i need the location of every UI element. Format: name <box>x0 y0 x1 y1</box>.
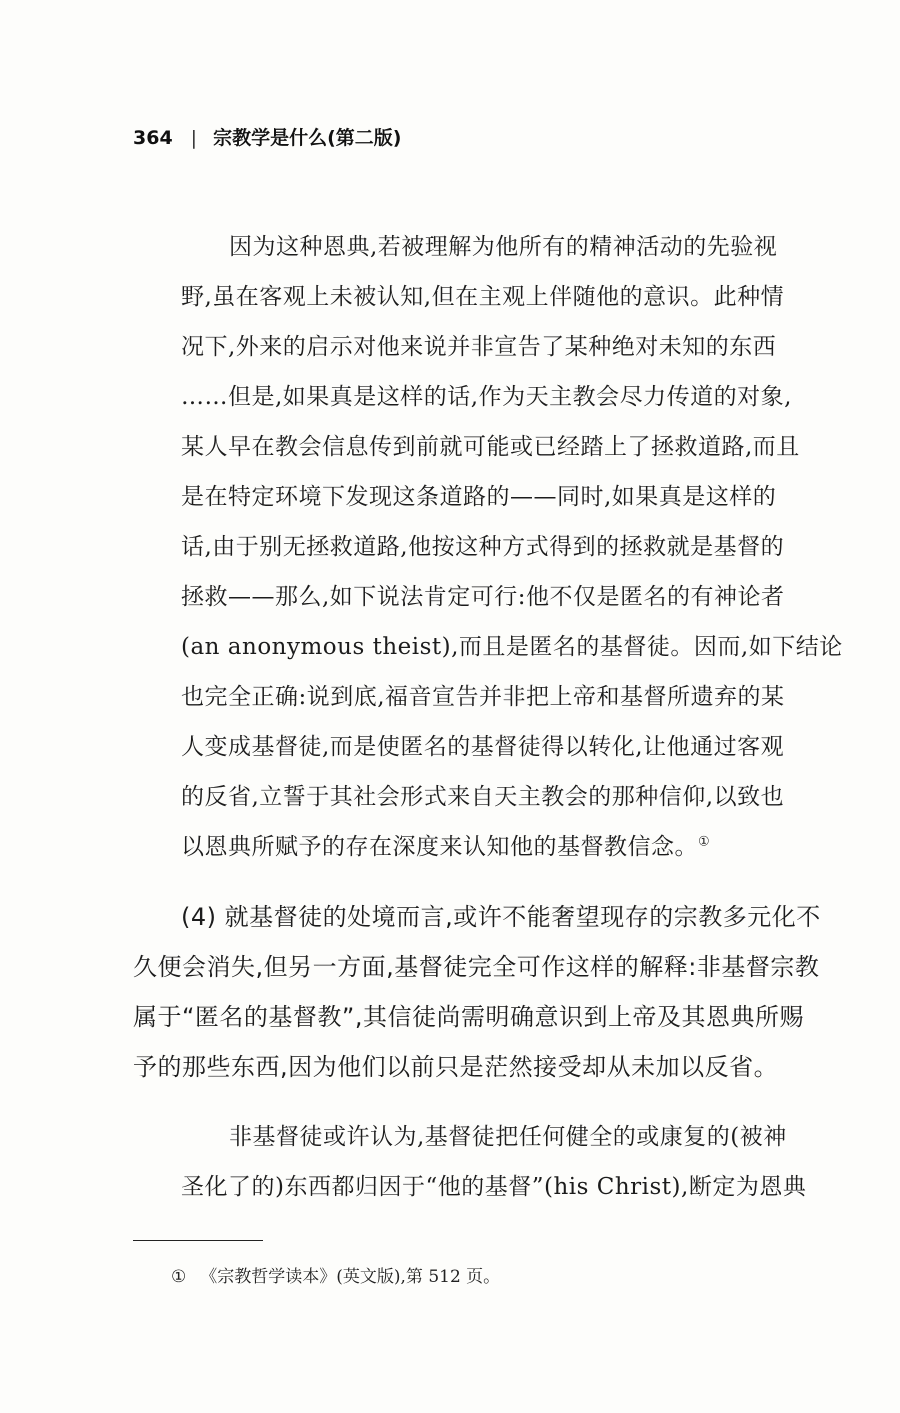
footnote-reference[interactable]: ① <box>698 834 711 850</box>
footnote-text: 《宗教哲学读本》(英文版),第 512 页。 <box>200 1267 501 1287</box>
paragraph-line: (4) 就基督徒的处境而言,或许不能奢望现存的宗教多元化不 <box>181 903 821 931</box>
paragraph-line: 圣化了的)东西都归因于“他的基督”(his Christ),断定为恩典 <box>181 1174 807 1200</box>
paragraph-line: 久便会消失,但另一方面,基督徒完全可作这样的解释:非基督宗教 <box>133 953 820 981</box>
header-separator: | <box>190 127 198 149</box>
page-number: 364 <box>133 127 173 149</box>
quote-line: 的反省,立誓于其社会形式来自天主教会的那种信仰,以致也 <box>181 784 785 810</box>
paragraph-line: 予的那些东西,因为他们以前只是茫然接受却从未加以反省。 <box>133 1053 779 1081</box>
book-title: 宗教学是什么(第二版) <box>213 127 402 149</box>
quote-line: 因为这种恩典,若被理解为他所有的精神活动的先验视 <box>229 234 778 260</box>
quote-line: 也完全正确:说到底,福音宣告并非把上帝和基督所遗弃的某 <box>181 684 785 710</box>
quote-line-text: 以恩典所赋予的存在深度来认知他的基督教信念。 <box>181 834 698 860</box>
footnote <box>171 1262 500 1287</box>
quote-line: 是在特定环境下发现这条道路的——同时,如果真是这样的 <box>181 484 777 510</box>
footnote-mark: ① <box>171 1267 187 1287</box>
running-header <box>133 123 401 150</box>
paragraph-line: 属于“匿名的基督教”,其信徒尚需明确意识到上帝及其恩典所赐 <box>133 1003 804 1031</box>
quote-line: 话,由于别无拯救道路,他按这种方式得到的拯救就是基督的 <box>181 534 785 560</box>
quote-line: 某人早在教会信息传到前就可能或已经踏上了拯救道路,而且 <box>181 434 800 460</box>
paragraph-line: 非基督徒或许认为,基督徒把任何健全的或康复的(被神 <box>229 1124 787 1150</box>
quote-line: 野,虽在客观上未被认知,但在主观上伴随他的意识。此种情 <box>181 284 785 310</box>
quote-line: 况下,外来的启示对他来说并非宣告了某种绝对未知的东西 <box>181 334 777 360</box>
footnote-divider <box>133 1240 263 1241</box>
quote-line: 人变成基督徒,而是使匿名的基督徒得以转化,让他通过客观 <box>181 734 785 760</box>
quote-line: 拯救——那么,如下说法肯定可行:他不仅是匿名的有神论者 <box>181 584 785 610</box>
quote-line: (an anonymous theist),而且是匿名的基督徒。因而,如下结论 <box>181 634 843 660</box>
quote-line: ……但是,如果真是这样的话,作为天主教会尽力传道的对象, <box>181 384 792 410</box>
quote-last-line <box>181 828 710 861</box>
